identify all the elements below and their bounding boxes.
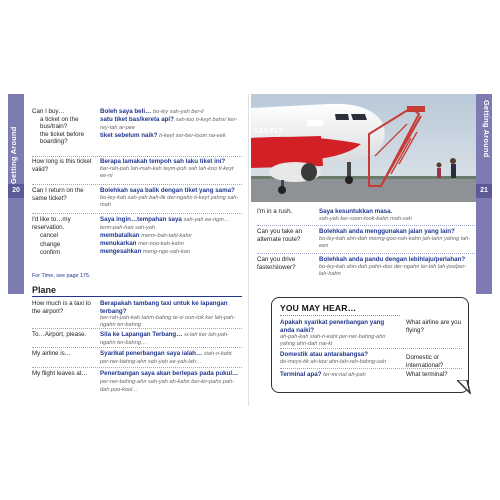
section-heading-plane: Plane (32, 285, 57, 295)
section-tab-label: Getting Around (482, 100, 491, 158)
english-phrase: My flight leaves at… (32, 370, 88, 377)
malay-phrase: Saya ingin…tempahan saya sah-yah ee-ngin… term-pah-han sah-yah membatalkan merm-bah-tahl-kahn menukarkan mer-noo-kah-kahn mengesahkan meng-nge-sah-kan (100, 216, 230, 255)
english-phrase: How long is this ticket valid? (32, 158, 92, 173)
english-phrase: Can I buy… a ticket on the bus/train? the ticket before boarding? (32, 108, 85, 146)
heading-rule (32, 296, 242, 297)
divider (32, 328, 242, 329)
heard-english: Domestic or international? (406, 354, 444, 369)
page-number-right: 21 (476, 184, 492, 198)
divider (280, 368, 462, 369)
malay-phrase: Sila ke Lapangan Terbang… si-lah ker lah-pah-ngahn ter-bahng… (100, 331, 229, 346)
english-phrase: To…Airport, please. (32, 331, 87, 338)
speech-bubble-tail (457, 380, 471, 394)
divider (32, 347, 242, 348)
divider (257, 253, 475, 254)
english-phrase: Can I return on the same ticket? (32, 187, 84, 202)
divider (32, 156, 242, 157)
divider (32, 184, 242, 185)
divider (32, 367, 242, 368)
heard-malay: Domestik atau antarabangsa? do-meys-tik ah-tow ahn-tah-rah-bahng-sah (280, 351, 387, 365)
right-page (251, 94, 492, 406)
english-phrase: I'd like to…my reservation. cancel change confirm (32, 216, 71, 257)
section-tab-left (8, 94, 24, 294)
divider (32, 213, 242, 214)
section-tab-right (476, 94, 492, 294)
heard-malay: Terminal apa? ter-mi-nal ah-pah (280, 371, 366, 378)
airplane-image (251, 94, 476, 202)
malay-phrase: Bolehkah anda pandu dengan lebihlaju/perlahan? bo-ley-kah ahn-dah pahn-doo der-ngahn ler-bih lah-joo/per-lah-hahn (319, 256, 467, 277)
malay-phrase: Berapa lamakah tempoh sah laku tiket ini? ber-rah-pah lah-mah-kah teym-poh sah lah-koo ti-keyt ee-ni (100, 158, 234, 179)
malay-phrase: Bolehkah saya balik dengan tiket yang sama? bo-ley-kah sah-yah bah-lik der-ngahn ti-keyt yahng sah-mah (100, 187, 239, 208)
airplane-photo (251, 94, 476, 202)
divider (280, 348, 462, 349)
english-phrase: Can you take an alternate route? (257, 228, 303, 243)
heard-english: What airline are you flying? (406, 319, 462, 334)
heading-rule (280, 315, 400, 316)
section-tab-label: Getting Around (9, 126, 18, 184)
you-may-hear-box (271, 297, 469, 393)
book-spread (8, 94, 492, 406)
malay-phrase: Berapakah tambang taxi untuk ke lapangan terbang? ber-rah-pah-kah tahm-bahng te-si oon-tok ker lah-pah-ngahn ter-bahng (100, 300, 236, 329)
divider (257, 225, 475, 226)
malay-phrase: Penerbangan saya akan berlepas pada pukul… per-ner-bahng-ahn sah-yah ah-kahn ber-ler-pahs pah-dah poo-kool… (100, 370, 239, 393)
heard-english: What terminal? (406, 371, 448, 378)
left-page (8, 94, 249, 406)
malay-phrase: Saya kesuntukkan masa. sah-yah ker-soon-took-kahn mah-sah (319, 208, 412, 222)
english-phrase: Can you drive faster/slower? (257, 256, 296, 271)
english-phrase: I'm in a rush. (257, 208, 293, 215)
you-may-hear-title: YOU MAY HEAR… (280, 303, 357, 313)
plane-livery-text: CAN FLY (253, 128, 283, 135)
cross-reference: For Time, see page 175. (32, 273, 91, 279)
malay-phrase: Bolehkah anda menggunakan jalan yang lain? bo-ley-kah ahn-dah merng-goo-nah-kahn jah-lahn yahng lah-een (319, 228, 471, 249)
malay-phrase: Syarikat penerbangan saya ialah… siah-ri-kaht per-ner-bahng-ahn sah-yah ee-yah-lah… (100, 350, 232, 365)
malay-phrase: Boleh saya beli… bo-ley sah-yah ber-li satu tiket bas/kereta api? sah-too ti-keyt bahs/ ker-rey-tah ar-pee tiket sebelum naik? ti-keyt ser-ber-loom na-eek (100, 108, 238, 139)
heard-malay: Apakah syarikat penerbangan yang anda naiki? ah-pah-kah siah-ri-kaht per-ner-bahng-ahn yahng ahn-dah nai-ki (280, 319, 386, 348)
english-phrase: My airline is… (32, 350, 71, 357)
english-phrase: How much is a taxi to the airport? (32, 300, 91, 315)
page-number-left: 20 (8, 184, 24, 198)
